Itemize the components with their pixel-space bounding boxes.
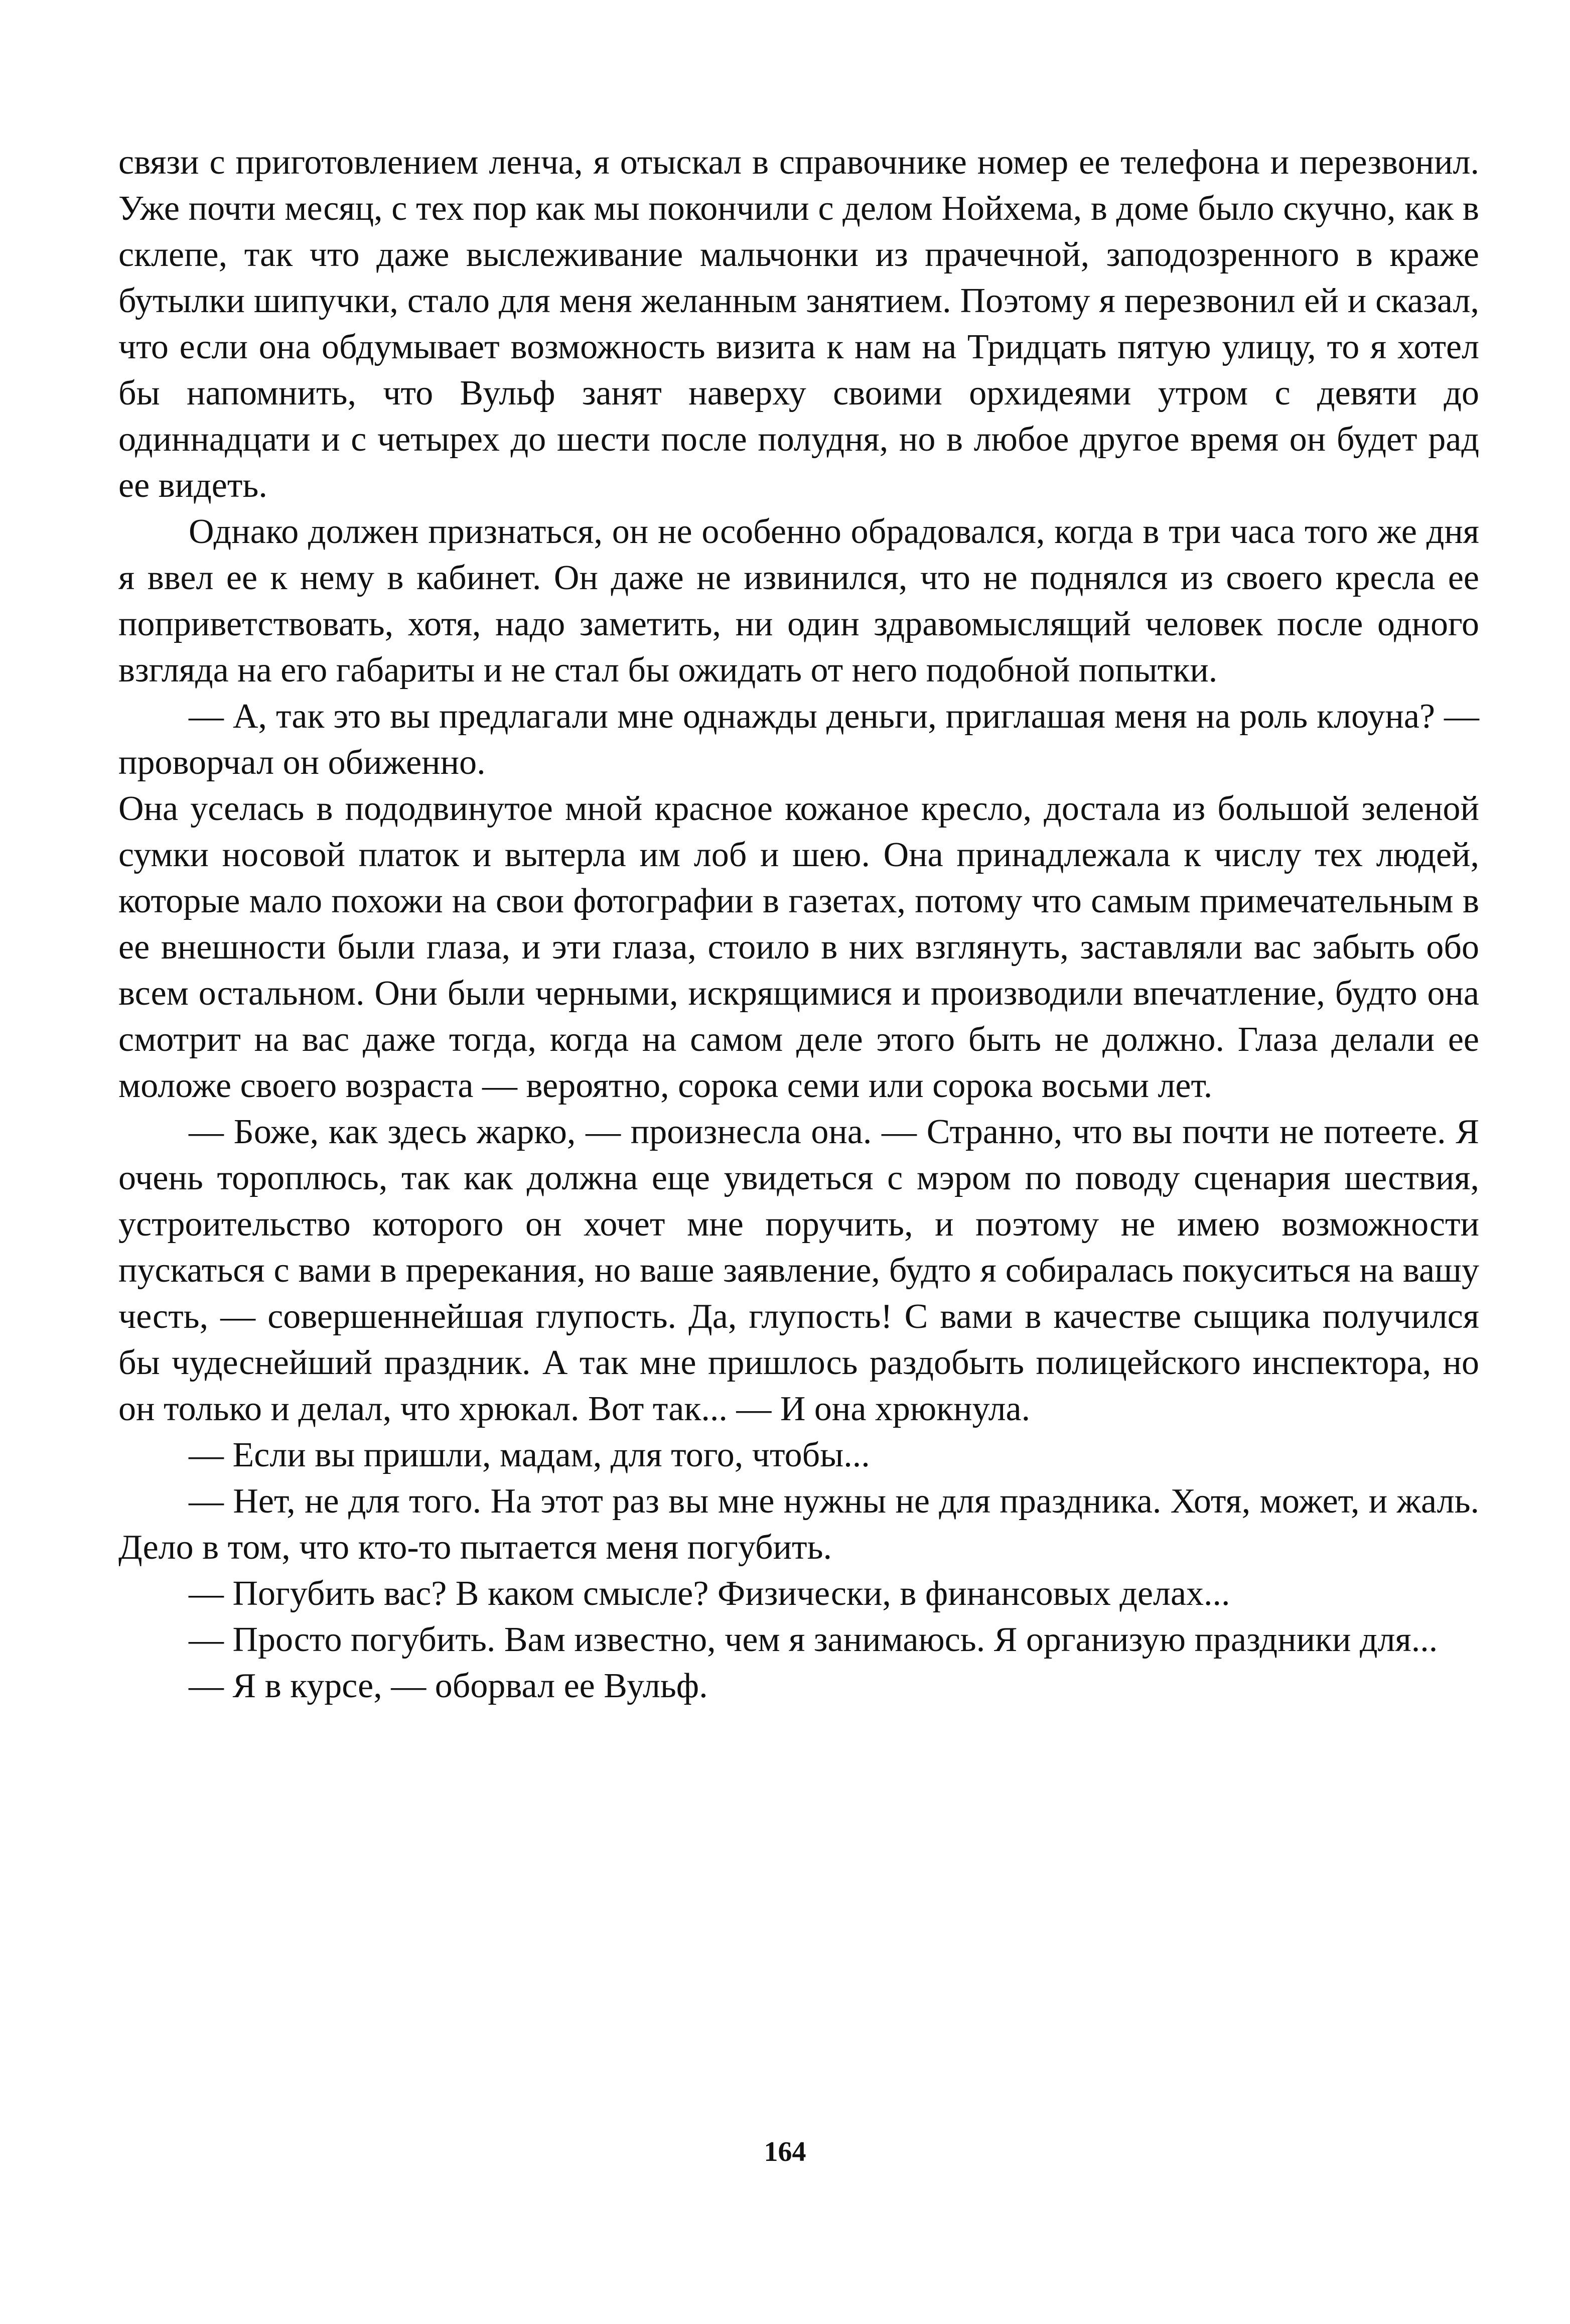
paragraph: — Я в курсе, — оборвал ее Вульф. — [189, 1667, 708, 1705]
paragraph: — Если вы пришли, мадам, для того, чтобы... — [189, 1436, 870, 1474]
paragraph: — Погубить вас? В каком смысле? Физически, в финансовых делах... — [189, 1574, 1230, 1613]
page-number: 164 — [764, 2136, 806, 2167]
body-text — [118, 140, 1479, 1709]
paragraph: — Просто погубить. Вам известно, чем я занимаюсь. Я организую праздники для... — [189, 1620, 1438, 1659]
paragraph: — А, так это вы предлагали мне однажды деньги, приглашая меня на роль клоуна? — проворчал он обиженно. — [118, 697, 1479, 782]
paragraph: — Нет, не для того. На этот раз вы мне нужны не для праздника. Хотя, может, и жаль. Дело в том, что кто-то пытается меня погубить. — [118, 1482, 1479, 1567]
paragraph: Однако должен признаться, он не особенно обрадовался, когда в три часа того же дня я ввел ее к нему в кабинет. Он даже не извинился, что не поднялся из своего кресла ее поприветствовать, хотя, надо заметить, ни один здравомыслящий человек после одного взгляда на его габариты и не стал бы ожидать от него подобной попытки. — [118, 512, 1479, 690]
paragraph: Она уселась в пододвинутое мной красное кожаное кресло, достала из большой зеленой сумки носовой платок и вытерла им лоб и шею. Она принадлежала к числу тех людей, которые мало похожи на свои фотографии в газетах, потому что самым примечательным в ее внешности были глаза, и эти глаза, стоило в них взглянуть, заставляли вас забыть обо всем остальном. Они были черными, искрящимися и производили впечатление, будто она смотрит на вас даже тогда, когда на самом деле этого быть не должно. Глаза делали ее моложе своего возраста — вероятно, сорока семи или сорока восьми лет. — [118, 789, 1479, 1105]
paragraph: связи с приготовлением ленча, я отыскал в справочнике номер ее телефона и перезвонил. Уже почти месяц, с тех пор как мы покончили с делом Нойхема, в доме было скучно, как в склепе, так что даже выслеживание мальчонки из прачечной, заподозренного в краже бутылки шипучки, стало для меня желанным занятием. Поэтому я перезвонил ей и сказал, что если она обдумывает возможность визита к нам на Тридцать пятую улицу, то я хотел бы напомнить, что Вульф занят наверху своими орхидеями утром с девяти до одиннадцати и с четырех до шести после полудня, но в любое другое время он будет рад ее видеть. — [118, 143, 1479, 505]
paragraph: — Боже, как здесь жарко, — произнесла она. — Странно, что вы почти не потеете. Я очень тороплюсь, так как должна еще увидеться с мэром по поводу сценария шествия, устроительство которого он хочет мне поручить, и поэтому не имею возможности пускаться с вами в пререкания, но ваше заявление, будто я собиралась покуситься на вашу честь, — совершеннейшая глупость. Да, глупость! С вами в качестве сыщика получился бы чудеснейший праздник. А так мне пришлось раздобыть полицейского инспектора, но он только и делал, что хрюкал. Вот так... — И она хрюкнула. — [118, 1113, 1479, 1428]
